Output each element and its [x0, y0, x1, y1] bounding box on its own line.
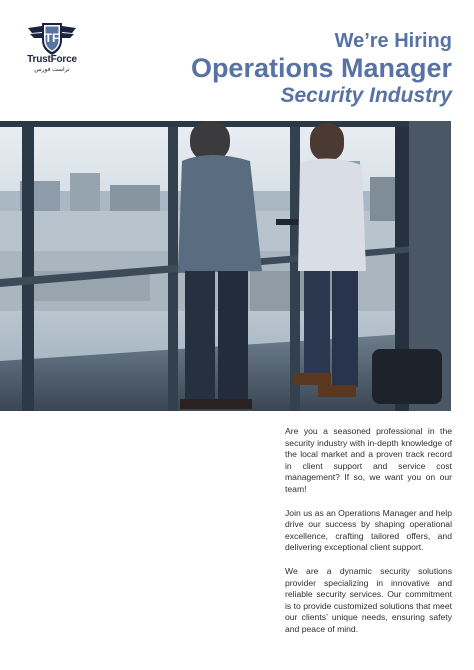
brand-name: TrustForce	[27, 54, 77, 65]
heading-industry: Security Industry	[280, 84, 452, 107]
paragraph-intro: Are you a seasoned professional in the security industry with in-depth knowledge of the local market and a proven track record in client support and service cost management? If so, we want you on our team!	[285, 426, 452, 494]
shield-wings-icon	[26, 20, 78, 56]
heading-hiring: We’re Hiring	[334, 30, 452, 52]
paragraph-role: Join us as an Operations Manager and help drive our success by shaping operational excellence, crafting tailored offers, and delivering exceptional client support.	[285, 507, 452, 553]
paragraph-company: We are a dynamic security solutions provider specializing in innovative and reliable security services. Our commitment is to provide customized solutions that meet our clients’ unique needs, ensuring safety and peace of mind.	[285, 565, 452, 634]
office-photo	[0, 121, 451, 411]
body-copy	[285, 426, 452, 648]
logo-monogram: TF	[44, 31, 60, 45]
brand-subtitle: تراست فورس	[34, 67, 70, 73]
page-heading	[191, 30, 452, 108]
heading-job-title: Operations Manager	[190, 53, 452, 83]
